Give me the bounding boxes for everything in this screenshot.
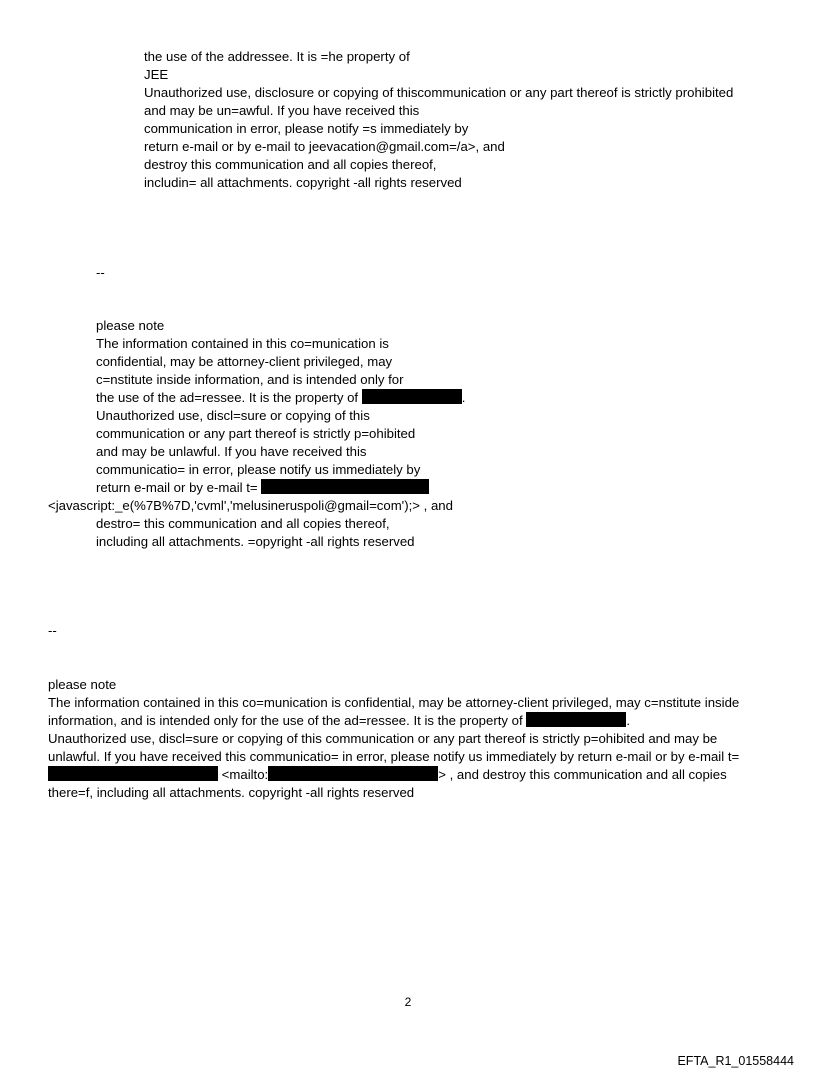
block2-line-8: communicatio= in error, please notify us immediately by xyxy=(96,462,421,477)
block3-separator: -- xyxy=(48,623,57,638)
block2-closing-2: including all attachments. =opyright -all rights reserved xyxy=(96,534,415,549)
block2-line-6: communication or any part thereof is strictly p=ohibited xyxy=(96,426,416,441)
block3-property-suffix: . xyxy=(626,713,631,728)
block3-line-3: Unauthorized use, discl=sure or copying of this communication or any part thereof is strictly p=ohibited and may be xyxy=(48,731,718,746)
redaction-box xyxy=(261,479,429,494)
block2-separator: -- xyxy=(96,265,105,280)
block2-line-7: and may be unlawful. If you have received this xyxy=(96,444,367,459)
block1-line-6: return e-mail or by e-mail to jeevacation@gmail.com=/a>, and xyxy=(144,139,505,154)
block1-line-8: includin= all attachments. copyright -all rights reserved xyxy=(144,175,462,190)
block3-line-1: The information contained in this co=munication is confidential, may be attorney-client privileged, may c=nstitute inside xyxy=(48,695,740,710)
block2-property-prefix: the use of the ad=ressee. It is the property of xyxy=(96,390,359,405)
block1-line-3: Unauthorized use, disclosure or copying of thiscommunication or any part thereof is strictly prohibited xyxy=(144,85,734,100)
redaction-box xyxy=(362,389,462,404)
block3-heading: please note xyxy=(48,677,117,692)
page-number: 2 xyxy=(404,995,412,1009)
block2-line-3: c=nstitute inside information, and is intended only for xyxy=(96,372,404,387)
redaction-box xyxy=(48,766,218,781)
block1-line-5: communication in error, please notify =s immediately by xyxy=(144,121,469,136)
block1-line-7: destroy this communication and all copies thereof, xyxy=(144,157,437,172)
block1-line-2: JEE xyxy=(144,67,169,82)
block3-mailto-line xyxy=(48,766,727,784)
block2-closing-1: destro= this communication and all copies thereof, xyxy=(96,516,390,531)
block3-mailto-suffix: > , and destroy this communication and all copies xyxy=(438,767,727,782)
block3-property-line xyxy=(48,712,630,730)
block3-line-6: there=f, including all attachments. copyright -all rights reserved xyxy=(48,785,415,800)
redaction-box xyxy=(268,766,438,781)
block2-email-line xyxy=(96,479,429,497)
block3-property-prefix: information, and is intended only for the use of the ad=ressee. It is the property of xyxy=(48,713,523,728)
redaction-box xyxy=(526,712,626,727)
block1-line-4: and may be un=awful. If you have received this xyxy=(144,103,420,118)
block2-property-suffix: . xyxy=(461,390,466,405)
block2-line-2: confidential, may be attorney-client privileged, may xyxy=(96,354,393,369)
block3-line-4: unlawful. If you have received this communicatio= in error, please notify us immediately by return e-mail or by e-mail t= xyxy=(48,749,740,764)
block2-heading: please note xyxy=(96,318,165,333)
block1-line-1: the use of the addressee. It is =he property of xyxy=(144,49,410,64)
block2-email-prefix: return e-mail or by e-mail t= xyxy=(96,480,258,495)
block2-property-line xyxy=(96,389,465,407)
block2-line-1: The information contained in this co=munication is xyxy=(96,336,389,351)
block2-javascript-line: <javascript:_e(%7B%7D,'cvml','melusineruspoli@gmail=com');> , and xyxy=(48,498,453,513)
document-id: EFTA_R1_01558444 xyxy=(677,1054,794,1068)
block3-mailto-prefix: <mailto: xyxy=(221,767,269,782)
block2-line-5: Unauthorized use, discl=sure or copying of this xyxy=(96,408,370,423)
